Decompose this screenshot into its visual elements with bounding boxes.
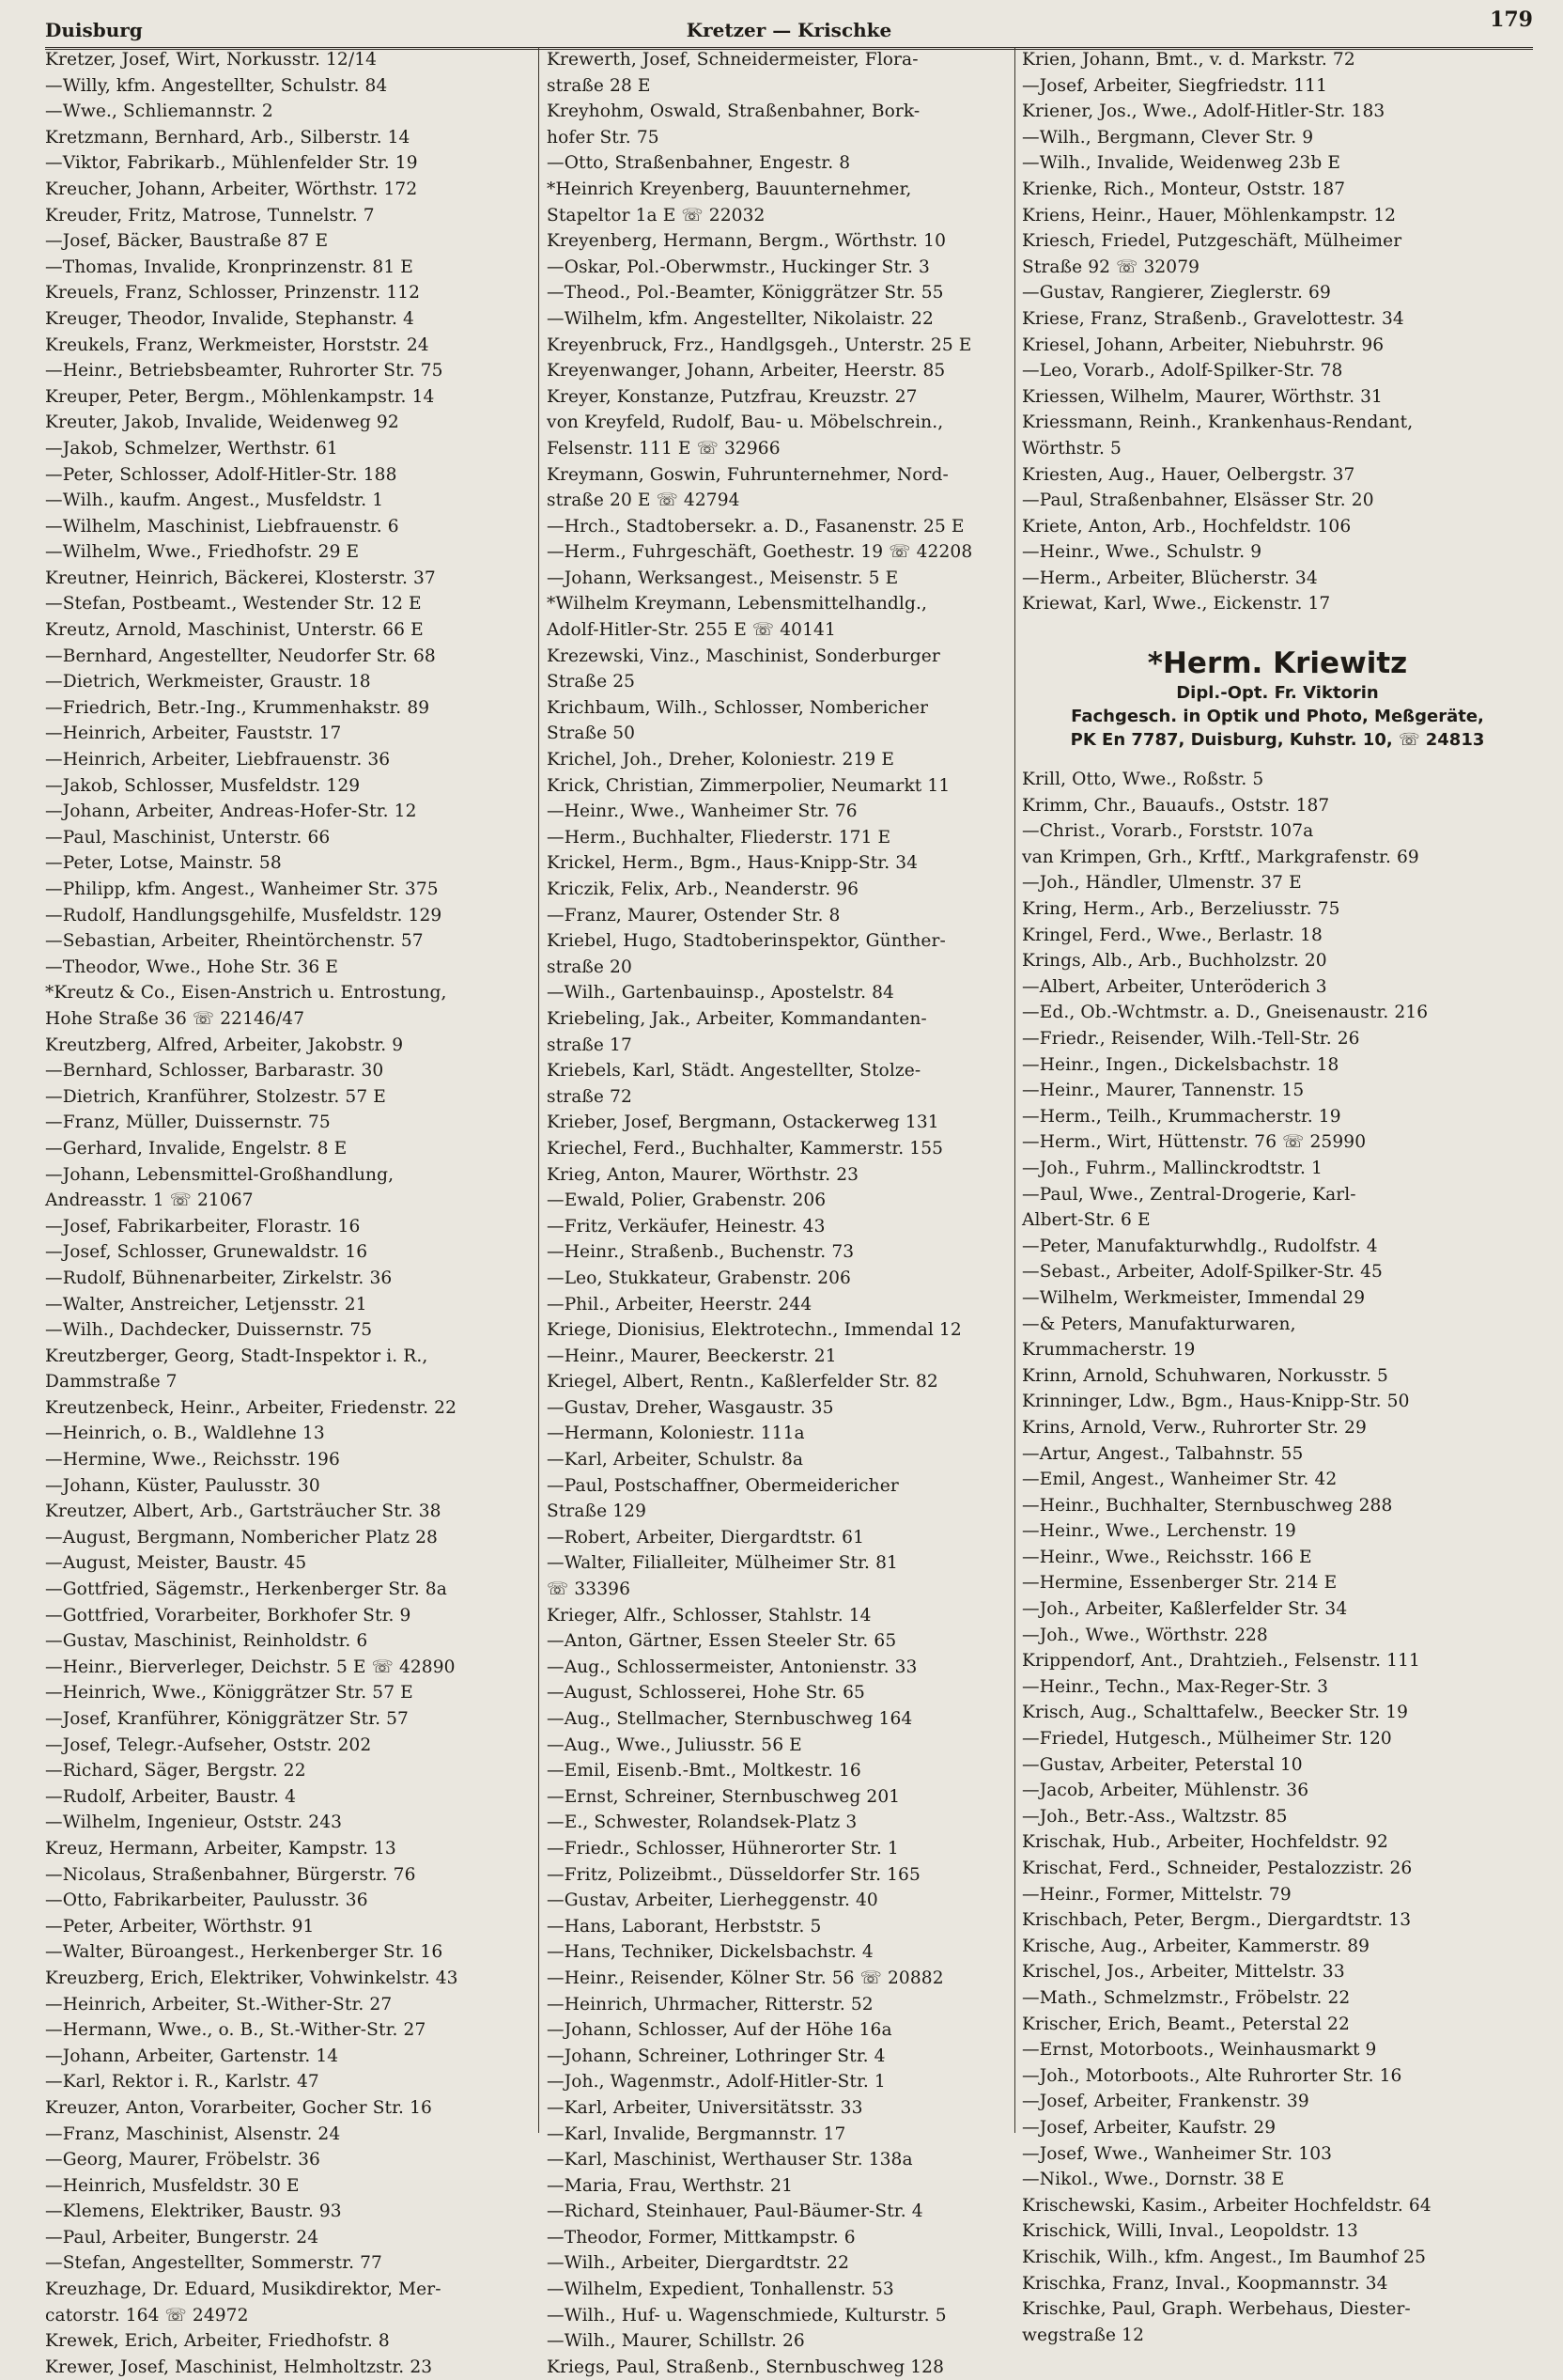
- directory-entry: —Ernst, Motorboots., Weinhausmarkt 9: [1022, 2040, 1377, 2061]
- directory-entry: —Josef, Wwe., Wanheimer Str. 103: [1022, 2143, 1333, 2164]
- directory-entry: —Josef, Arbeiter, Kaufstr. 29: [1022, 2117, 1277, 2138]
- directory-entry: —Philipp, kfm. Angest., Wanheimer Str. 375: [45, 879, 439, 899]
- directory-entry: —Friedel, Hutgesch., Mülheimer Str. 120: [1022, 1729, 1392, 1750]
- directory-entry: —Willy, kfm. Angestellter, Schulstr. 84: [45, 75, 388, 96]
- directory-entry: Kretzmann, Bernhard, Arb., Silberstr. 14: [45, 127, 410, 148]
- directory-entry: —Wilhelm, kfm. Angestellter, Nikolaistr. 22: [547, 308, 934, 329]
- directory-entry: Krischak, Hub., Arbeiter, Hochfeldstr. 92: [1022, 1832, 1388, 1853]
- directory-entry: van Krimpen, Grh., Krftf., Markgrafenstr. 69: [1022, 847, 1419, 867]
- directory-entry: ☏ 33396: [547, 1579, 631, 1600]
- directory-entry: —Phil., Arbeiter, Heerstr. 244: [547, 1294, 812, 1314]
- directory-entry: Kriebel, Hugo, Stadtoberinspektor, Günther-: [547, 931, 946, 952]
- directory-entry: —Heinr., Maurer, Tannenstr. 15: [1022, 1081, 1305, 1101]
- directory-entry: —Heinrich, Arbeiter, St.-Wither-Str. 27: [45, 1994, 393, 2014]
- directory-entry: Krieg, Anton, Maurer, Wörthstr. 23: [547, 1164, 859, 1185]
- directory-entry: —Robert, Arbeiter, Diergardtstr. 61: [547, 1527, 865, 1548]
- directory-entry: Kreymann, Goswin, Fuhrunternehmer, Nord-: [547, 464, 949, 485]
- directory-entry: —Oskar, Pol.-Oberwmstr., Huckinger Str. 3: [547, 257, 930, 277]
- directory-entry: Albert-Str. 6 E: [1022, 1210, 1151, 1231]
- directory-entry: wegstraße 12: [1022, 2325, 1145, 2345]
- directory-entry: —Anton, Gärtner, Essen Steeler Str. 65: [547, 1631, 897, 1652]
- directory-entry: —Emil, Angest., Wanheimer Str. 42: [1022, 1470, 1338, 1490]
- directory-entry: —Joh., Fuhrm., Mallinckrodtstr. 1: [1022, 1158, 1323, 1178]
- directory-entry: Kreyenwanger, Johann, Arbeiter, Heerstr. 85: [547, 361, 946, 381]
- directory-entry: —Fritz, Verkäufer, Heinestr. 43: [547, 1216, 826, 1237]
- directory-entry: Krischbach, Peter, Bergm., Diergardtstr. 13: [1022, 1910, 1412, 1931]
- page-number: 179: [1490, 8, 1533, 32]
- directory-entry: Kreucher, Johann, Arbeiter, Wörthstr. 172: [45, 179, 418, 199]
- directory-entry: straße 17: [547, 1034, 632, 1055]
- directory-entry: Kriewat, Karl, Wwe., Eickenstr. 17: [1022, 594, 1331, 614]
- directory-entry: —Heinr., Wwe., Lerchenstr. 19: [1022, 1521, 1296, 1542]
- directory-entry: —Heinrich, Musfeldstr. 30 E: [45, 2175, 300, 2196]
- directory-entry: —Karl, Rektor i. R., Karlstr. 47: [45, 2072, 319, 2092]
- directory-entry: *Heinrich Kreyenberg, Bauunternehmer,: [547, 179, 912, 199]
- directory-entry: Kreuzer, Anton, Vorarbeiter, Gocher Str. 16: [45, 2097, 432, 2118]
- directory-entry: —Nikol., Wwe., Dornstr. 38 E: [1022, 2170, 1285, 2190]
- directory-entry: —Herm., Fuhrgeschäft, Goethestr. 19 ☏ 42208: [547, 542, 973, 563]
- directory-entry: —Paul, Wwe., Zentral-Drogerie, Karl-: [1022, 1184, 1356, 1205]
- directory-entry: —Wilh., Invalide, Weidenweg 23b E: [1022, 153, 1341, 174]
- directory-entry: —Albert, Arbeiter, Unteröderich 3: [1022, 976, 1327, 997]
- directory-entry: —Joh., Händler, Ulmenstr. 37 E: [1022, 873, 1302, 894]
- directory-entry: —Herm., Arbeiter, Blücherstr. 34: [1022, 568, 1318, 588]
- directory-entry: —Aug., Schlossermeister, Antonienstr. 33: [547, 1657, 918, 1677]
- directory-entry: —Karl, Invalide, Bergmannstr. 17: [547, 2123, 846, 2144]
- directory-entry: —Heinr., Former, Mittelstr. 79: [1022, 1884, 1292, 1905]
- directory-entry: —Johann, Schreiner, Lothringer Str. 4: [547, 2046, 886, 2066]
- directory-entry: Krischik, Wilh., kfm. Angest., Im Baumhof 25: [1022, 2247, 1426, 2267]
- header-city: Duisburg: [45, 19, 143, 41]
- directory-entry: —Herm., Buchhalter, Fliederstr. 171 E: [547, 827, 891, 848]
- directory-entry: Kreuper, Peter, Bergm., Möhlenkampstr. 14: [45, 386, 435, 407]
- directory-entry: —Walter, Büroangest., Herkenberger Str. 16: [45, 1942, 443, 1963]
- directory-entry: Krischke, Paul, Graph. Werbehaus, Diester-: [1022, 2299, 1411, 2320]
- directory-entry: —Gottfried, Vorarbeiter, Borkhofer Str. 9: [45, 1605, 411, 1626]
- directory-entry: Krichel, Joh., Dreher, Koloniestr. 219 E: [547, 750, 894, 770]
- header-range: Kretzer — Krischke: [686, 19, 892, 41]
- directory-entry: Kriener, Jos., Wwe., Adolf-Hitler-Str. 183: [1022, 101, 1385, 122]
- directory-entry: Kreutzer, Albert, Arb., Gartsträucher Str. 38: [45, 1501, 441, 1522]
- directory-entry: Hohe Straße 36 ☏ 22146/47: [45, 1008, 305, 1029]
- directory-entry: —Josef, Telegr.-Aufseher, Oststr. 202: [45, 1734, 372, 1755]
- directory-entry: Kreuter, Jakob, Invalide, Weidenweg 92: [45, 412, 399, 433]
- directory-entry: Krewerth, Josef, Schneidermeister, Flora-: [547, 50, 919, 70]
- directory-entry: —Hermine, Wwe., Reichsstr. 196: [45, 1450, 340, 1470]
- directory-entry: —Gustav, Arbeiter, Lierheggenstr. 40: [547, 1890, 878, 1911]
- directory-entry: Straße 92 ☏ 32079: [1022, 257, 1200, 277]
- directory-entry: Kriens, Heinr., Hauer, Möhlenkampstr. 12: [1022, 205, 1397, 226]
- directory-entry: Krieger, Alfr., Schlosser, Stahlstr. 14: [547, 1605, 872, 1626]
- directory-entry: —Richard, Säger, Bergstr. 22: [45, 1761, 306, 1781]
- directory-entry: —Josef, Fabrikarbeiter, Florastr. 16: [45, 1216, 361, 1237]
- directory-entry: Kriete, Anton, Arb., Hochfeldstr. 106: [1022, 516, 1352, 537]
- directory-entry: —Theodor, Wwe., Hohe Str. 36 E: [45, 957, 339, 977]
- directory-entry: —Johann, Küster, Paulusstr. 30: [45, 1475, 320, 1496]
- directory-entry: —Joh., Motorboots., Alte Ruhrorter Str. 16: [1022, 2065, 1402, 2086]
- directory-entry: Kriese, Franz, Straßenb., Gravelottestr. 34: [1022, 308, 1404, 329]
- directory-entry: Kreutner, Heinrich, Bäckerei, Klosterstr. 37: [45, 568, 436, 588]
- directory-entry: —Bernhard, Angestellter, Neudorfer Str. 68: [45, 646, 436, 666]
- directory-entry: straße 20 E ☏ 42794: [547, 490, 740, 511]
- directory-entry: straße 28 E: [547, 75, 651, 96]
- directory-entry: Krischel, Jos., Arbeiter, Mittelstr. 33: [1022, 1962, 1345, 1983]
- directory-entry: —Friedr., Reisender, Wilh.-Tell-Str. 26: [1022, 1029, 1360, 1049]
- directory-entry: —Josef, Schlosser, Grunewaldstr. 16: [45, 1242, 368, 1263]
- directory-entry: Kringel, Ferd., Wwe., Berlastr. 18: [1022, 925, 1323, 945]
- directory-entry: —Josef, Arbeiter, Siegfriedstr. 111: [1022, 75, 1328, 96]
- ad-name: *Herm. Kriewitz: [1147, 646, 1408, 681]
- directory-entry: —Johann, Lebensmittel-Großhandlung,: [45, 1164, 395, 1185]
- directory-entry: —Wilh., Maurer, Schillstr. 26: [547, 2331, 805, 2352]
- directory-entry: —Heinr., Straßenb., Buchenstr. 73: [547, 1242, 855, 1263]
- directory-entry: Kreutzenbeck, Heinr., Arbeiter, Friedenstr. 22: [45, 1397, 457, 1418]
- directory-entry: Krien, Johann, Bmt., v. d. Markstr. 72: [1022, 50, 1355, 70]
- directory-entry: Krisch, Aug., Schalttafelw., Beecker Str. 19: [1022, 1703, 1409, 1723]
- directory-entry: Adolf-Hitler-Str. 255 E ☏ 40141: [547, 620, 836, 641]
- directory-entry: —Hermine, Essenberger Str. 214 E: [1022, 1573, 1338, 1594]
- directory-entry: Krischer, Erich, Beamt., Peterstal 22: [1022, 2014, 1350, 2034]
- directory-entry: —Josef, Bäcker, Baustraße 87 E: [45, 231, 329, 252]
- directory-entry: —Wilhelm, Maschinist, Liebfrauenstr. 6: [45, 516, 399, 537]
- directory-entry: Kreuzhage, Dr. Eduard, Musikdirektor, Mer-: [45, 2279, 441, 2300]
- directory-entry: —Christ., Vorarb., Forststr. 107a: [1022, 821, 1314, 842]
- directory-entry: —Thomas, Invalide, Kronprinzenstr. 81 E: [45, 257, 413, 277]
- ad-line: PK En 7787, Duisburg, Kuhstr. 10, ☏ 24813: [1070, 730, 1485, 751]
- directory-entry: Krippendorf, Ant., Drahtzieh., Felsenstr. 111: [1022, 1651, 1420, 1672]
- directory-entry: —Sebastian, Arbeiter, Rheintörchenstr. 57: [45, 931, 424, 952]
- directory-entry: —Rudolf, Arbeiter, Baustr. 4: [45, 1786, 296, 1807]
- directory-entry: Kriegs, Paul, Straßenb., Sternbuschweg 128: [547, 2357, 945, 2377]
- directory-entry: —Jakob, Schlosser, Musfeldstr. 129: [45, 775, 361, 796]
- column-1: [45, 47, 534, 2377]
- directory-entry: —Joh., Arbeiter, Kaßlerfelder Str. 34: [1022, 1599, 1348, 1620]
- directory-entry: straße 20: [547, 957, 632, 977]
- directory-entry: —Theodor, Former, Mittkampstr. 6: [547, 2227, 856, 2248]
- directory-entry: —Heinr., Betriebsbeamter, Ruhrorter Str. 75: [45, 361, 443, 381]
- directory-entry: —Wilhelm, Expedient, Tonhallenstr. 53: [547, 2279, 894, 2300]
- directory-entry: —Heinr., Reisender, Kölner Str. 56 ☏ 20882: [547, 1968, 944, 1988]
- directory-entry: Kreukels, Franz, Werkmeister, Horststr. 24: [45, 334, 429, 355]
- directory-entry: —Aug., Stellmacher, Sternbuschweg 164: [547, 1709, 913, 1729]
- directory-entry: —Wilh., Huf- u. Wagenschmiede, Kulturstr. 5: [547, 2305, 947, 2326]
- directory-entry: —August, Bergmann, Nombericher Platz 28: [45, 1527, 438, 1548]
- directory-entry: —Paul, Postschaffner, Obermeidericher: [547, 1475, 899, 1496]
- directory-entry: Kriesel, Johann, Arbeiter, Niebuhrstr. 96: [1022, 334, 1385, 355]
- page-header: [45, 6, 1533, 50]
- directory-entry: —Paul, Maschinist, Unterstr. 66: [45, 827, 331, 848]
- directory-entry: —Emil, Eisenb.-Bmt., Moltkestr. 16: [547, 1761, 861, 1781]
- directory-entry: —Viktor, Fabrikarb., Mühlenfelder Str. 19: [45, 153, 418, 174]
- directory-entry: —Karl, Maschinist, Werthauser Str. 138a: [547, 2150, 913, 2170]
- directory-entry: Straße 25: [547, 672, 636, 692]
- directory-entry: —Heinr., Bierverleger, Deichstr. 5 E ☏ 42890: [45, 1657, 456, 1677]
- directory-entry: Krischka, Franz, Inval., Koopmannstr. 34: [1022, 2273, 1388, 2294]
- directory-entry: —Hrch., Stadtobersekr. a. D., Fasanenstr. 25 E: [547, 516, 965, 537]
- ad-line: Dipl.-Opt. Fr. Viktorin: [1176, 683, 1379, 704]
- directory-entry: —Gustav, Maschinist, Reinholdstr. 6: [45, 1631, 368, 1652]
- directory-entry: Krewer, Josef, Maschinist, Helmholtzstr. 23: [45, 2357, 433, 2377]
- directory-entry: Krischewski, Kasim., Arbeiter Hochfeldstr. 64: [1022, 2195, 1431, 2216]
- directory-entry: straße 72: [547, 1086, 632, 1107]
- directory-entry: —Hans, Laborant, Herbststr. 5: [547, 1916, 822, 1937]
- directory-entry: Kretzer, Josef, Wirt, Norkusstr. 12/14: [45, 50, 378, 70]
- directory-entry: Kriebeling, Jak., Arbeiter, Kommandanten-: [547, 1008, 927, 1029]
- directory-entry: —Heinrich, o. B., Waldlehne 13: [45, 1423, 325, 1444]
- directory-entry: —Gustav, Dreher, Wasgaustr. 35: [547, 1397, 834, 1418]
- column-2: [547, 47, 1030, 2377]
- directory-entry: —Franz, Maschinist, Alsenstr. 24: [45, 2123, 341, 2144]
- directory-entry: —Stefan, Angestellter, Sommerstr. 77: [45, 2253, 382, 2274]
- column-divider: [538, 47, 539, 2133]
- directory-entry: Krick, Christian, Zimmerpolier, Neumarkt 11: [547, 775, 951, 796]
- directory-entry: Kriege, Dionisius, Elektrotechn., Immendal 12: [547, 1320, 962, 1341]
- directory-entry: Kring, Herm., Arb., Berzeliusstr. 75: [1022, 899, 1340, 920]
- directory-entry: —Wilh., Bergmann, Clever Str. 9: [1022, 127, 1314, 148]
- directory-entry: —Gustav, Arbeiter, Peterstal 10: [1022, 1754, 1303, 1775]
- directory-entry: —Wwe., Schliemannstr. 2: [45, 101, 273, 122]
- directory-entry: Kriechel, Ferd., Buchhalter, Kammerstr. 155: [547, 1138, 944, 1159]
- directory-entry: Kreutz, Arnold, Maschinist, Unterstr. 66 E: [45, 620, 424, 641]
- directory-entry: Straße 129: [547, 1501, 647, 1522]
- advertisement-kriewitz: [1022, 646, 1533, 752]
- directory-entry: —Heinrich, Arbeiter, Liebfrauenstr. 36: [45, 750, 391, 770]
- directory-entry: —Joh., Betr.-Ass., Waltzstr. 85: [1022, 1806, 1288, 1827]
- directory-entry: —Ernst, Schreiner, Sternbuschweg 201: [547, 1786, 901, 1807]
- directory-entry: Kriebels, Karl, Städt. Angestellter, Stolze-: [547, 1061, 921, 1081]
- directory-entry: —Walter, Anstreicher, Letjensstr. 21: [45, 1294, 367, 1314]
- column-3: [1022, 47, 1533, 2345]
- directory-entry: Kreyer, Konstanze, Putzfrau, Kreuzstr. 27: [547, 386, 918, 407]
- directory-entry: Kreyenberg, Hermann, Bergm., Wörthstr. 10: [547, 231, 947, 252]
- directory-entry: —Heinrich, Arbeiter, Fauststr. 17: [45, 723, 342, 744]
- directory-entry: —Hermann, Wwe., o. B., St.-Wither-Str. 27: [45, 2020, 426, 2041]
- directory-entry: —Heinrich, Uhrmacher, Ritterstr. 52: [547, 1994, 874, 2014]
- directory-entry: —Otto, Fabrikarbeiter, Paulusstr. 36: [45, 1890, 368, 1911]
- directory-entry: —Georg, Maurer, Fröbelstr. 36: [45, 2150, 320, 2170]
- directory-entry: —Heinr., Wwe., Wanheimer Str. 76: [547, 801, 858, 822]
- directory-entry: —Josef, Arbeiter, Frankenstr. 39: [1022, 2092, 1309, 2112]
- directory-entry: —Rudolf, Bühnenarbeiter, Zirkelstr. 36: [45, 1268, 393, 1288]
- directory-entry: —Jakob, Schmelzer, Werthstr. 61: [45, 438, 338, 459]
- directory-entry: —Otto, Straßenbahner, Engestr. 8: [547, 153, 851, 174]
- directory-entry: Krezewski, Vinz., Maschinist, Sonderburger: [547, 646, 940, 666]
- directory-entry: —Aug., Wwe., Juliusstr. 56 E: [547, 1734, 802, 1755]
- directory-entry: Krichbaum, Wilh., Schlosser, Nombericher: [547, 697, 929, 718]
- directory-entry: Felsenstr. 111 E ☏ 32966: [547, 438, 781, 459]
- directory-entry: Kreuz, Hermann, Arbeiter, Kampstr. 13: [45, 1838, 396, 1859]
- directory-entry: Kriesten, Aug., Hauer, Oelbergstr. 37: [1022, 464, 1355, 485]
- directory-entry: —Rudolf, Handlungsgehilfe, Musfeldstr. 129: [45, 905, 442, 926]
- directory-entry: —August, Meister, Baustr. 45: [45, 1553, 307, 1574]
- directory-entry: —Hans, Techniker, Dickelsbachstr. 4: [547, 1942, 874, 1963]
- directory-entry: —Gottfried, Sägemstr., Herkenberger Str. 8a: [45, 1579, 447, 1600]
- directory-entry: —Heinr., Techn., Max-Reger-Str. 3: [1022, 1676, 1329, 1697]
- directory-entry: —Peter, Arbeiter, Wörthstr. 91: [45, 1916, 315, 1937]
- directory-entry: *Kreutz & Co., Eisen-Anstrich u. Entrostung,: [45, 983, 447, 1003]
- directory-entry: Kreutzberg, Alfred, Arbeiter, Jakobstr. 9: [45, 1034, 404, 1055]
- directory-entry: Krummacherstr. 19: [1022, 1340, 1196, 1361]
- directory-entry: Krewek, Erich, Arbeiter, Friedhofstr. 8: [45, 2331, 390, 2352]
- directory-entry: —Josef, Kranführer, Königgrätzer Str. 57: [45, 1709, 409, 1729]
- directory-entry: von Kreyfeld, Rudolf, Bau- u. Möbelschrein.,: [547, 412, 944, 433]
- directory-entry: —Friedrich, Betr.-Ing., Krummenhakstr. 89: [45, 697, 430, 718]
- directory-entry: *Wilhelm Kreymann, Lebensmittelhandlg.,: [547, 594, 927, 614]
- directory-entry: —Peter, Schlosser, Adolf-Hitler-Str. 188: [45, 464, 397, 485]
- directory-entry: —Math., Schmelzmstr., Fröbelstr. 22: [1022, 1987, 1351, 2008]
- directory-entry: —Wilh., Dachdecker, Duissernstr. 75: [45, 1320, 373, 1341]
- directory-entry: —Wilhelm, Wwe., Friedhofstr. 29 E: [45, 542, 360, 563]
- directory-entry: —Wilh., Gartenbauinsp., Apostelstr. 84: [547, 983, 894, 1003]
- directory-entry: —Wilh., Arbeiter, Diergardtstr. 22: [547, 2253, 850, 2274]
- directory-entry: —Heinrich, Wwe., Königgrätzer Str. 57 E: [45, 1683, 413, 1703]
- directory-entry: Krinninger, Ldw., Bgm., Haus-Knipp-Str. 50: [1022, 1392, 1410, 1412]
- directory-entry: Dammstraße 7: [45, 1372, 178, 1392]
- directory-entry: Krings, Alb., Arb., Buchholzstr. 20: [1022, 951, 1327, 972]
- directory-entry: Kriessmann, Reinh., Krankenhaus-Rendant,: [1022, 412, 1414, 433]
- directory-entry: —Wilhelm, Ingenieur, Oststr. 243: [45, 1812, 343, 1833]
- directory-entry: —Bernhard, Schlosser, Barbarastr. 30: [45, 1061, 384, 1081]
- directory-entry: —Richard, Steinhauer, Paul-Bäumer-Str. 4: [547, 2201, 923, 2222]
- directory-entry: —Herm., Teilh., Krummacherstr. 19: [1022, 1106, 1341, 1127]
- directory-entry: —Heinr., Buchhalter, Sternbuschweg 288: [1022, 1495, 1393, 1516]
- directory-entry: —Johann, Arbeiter, Andreas-Hofer-Str. 12: [45, 801, 417, 822]
- directory-entry: Kriesch, Friedel, Putzgeschäft, Mülheimer: [1022, 231, 1402, 252]
- directory-entry: Krieber, Josef, Bergmann, Ostackerweg 131: [547, 1112, 939, 1133]
- directory-entry: —Ewald, Polier, Grabenstr. 206: [547, 1190, 827, 1211]
- directory-entry: —Heinr., Wwe., Reichsstr. 166 E: [1022, 1547, 1312, 1567]
- directory-entry: —Heinr., Ingen., Dickelsbachstr. 18: [1022, 1054, 1339, 1075]
- directory-entry: —Wilh., kaufm. Angest., Musfeldstr. 1: [45, 490, 384, 511]
- directory-entry: —Franz, Müller, Duissernstr. 75: [45, 1112, 331, 1133]
- directory-entry: —Joh., Wwe., Wörthstr. 228: [1022, 1625, 1268, 1645]
- directory-entry: Stapeltor 1a E ☏ 22032: [547, 205, 766, 226]
- directory-entry: Kreuzberg, Erich, Elektriker, Vohwinkelstr. 43: [45, 1968, 458, 1988]
- directory-entry: Kreuels, Franz, Schlosser, Prinzenstr. 112: [45, 283, 421, 303]
- directory-entry: —Herm., Wirt, Hüttenstr. 76 ☏ 25990: [1022, 1132, 1367, 1153]
- directory-entry: —Maria, Frau, Werthstr. 21: [547, 2175, 794, 2196]
- directory-entry: —Ed., Ob.-Wchtmstr. a. D., Gneisenaustr. 216: [1022, 1003, 1429, 1023]
- directory-entry: Krickel, Herm., Bgm., Haus-Knipp-Str. 34: [547, 853, 919, 874]
- directory-entry: —Gerhard, Invalide, Engelstr. 8 E: [45, 1138, 348, 1159]
- directory-entry: Krinn, Arnold, Schuhwaren, Norkusstr. 5: [1022, 1365, 1388, 1386]
- directory-entry: Krimm, Chr., Bauaufs., Oststr. 187: [1022, 795, 1330, 816]
- directory-entry: Krienke, Rich., Monteur, Oststr. 187: [1022, 179, 1346, 199]
- directory-entry: —Nicolaus, Straßenbahner, Bürgerstr. 76: [45, 1864, 416, 1885]
- directory-entry: —Dietrich, Werkmeister, Graustr. 18: [45, 672, 371, 692]
- directory-entry: —Theod., Pol.-Beamter, Königgrätzer Str. 55: [547, 283, 944, 303]
- directory-entry: Kriegel, Albert, Rentn., Kaßlerfelder Str. 82: [547, 1372, 938, 1392]
- directory-entry: Kreutzberger, Georg, Stadt-Inspektor i. R.,: [45, 1346, 428, 1366]
- directory-entry: —Gustav, Rangierer, Zieglerstr. 69: [1022, 283, 1331, 303]
- directory-entry: —Johann, Arbeiter, Gartenstr. 14: [45, 2046, 339, 2066]
- directory-entry: —Karl, Arbeiter, Schulstr. 8a: [547, 1450, 804, 1470]
- directory-entry: Krill, Otto, Wwe., Roßstr. 5: [1022, 770, 1264, 790]
- directory-entry: —& Peters, Manufakturwaren,: [1022, 1314, 1296, 1334]
- directory-entry: —Heinr., Maurer, Beeckerstr. 21: [547, 1346, 837, 1366]
- directory-entry: —Joh., Wagenmstr., Adolf-Hitler-Str. 1: [547, 2072, 886, 2092]
- directory-entry: Kreuger, Theodor, Invalide, Stephanstr. 4: [45, 308, 414, 329]
- directory-entry: —Wilhelm, Werkmeister, Immendal 29: [1022, 1287, 1366, 1308]
- directory-entry: Krischat, Ferd., Schneider, Pestalozzistr. 26: [1022, 1859, 1413, 1878]
- directory-entry: Kreuder, Fritz, Matrose, Tunnelstr. 7: [45, 205, 375, 226]
- directory-entry: —Peter, Lotse, Mainstr. 58: [45, 853, 282, 874]
- directory-entry: —Johann, Schlosser, Auf der Höhe 16a: [547, 2020, 892, 2041]
- directory-entry: Krische, Aug., Arbeiter, Kammerstr. 89: [1022, 1936, 1370, 1956]
- directory-entry: Kreyhohm, Oswald, Straßenbahner, Bork-: [547, 101, 921, 122]
- directory-entry: Wörthstr. 5: [1022, 438, 1122, 459]
- directory-entry: Andreasstr. 1 ☏ 21067: [45, 1190, 254, 1211]
- directory-entry: Kreyenbruck, Frz., Handlgsgeh., Unterstr. 25 E: [547, 334, 972, 355]
- directory-entry: Krischick, Willi, Inval., Leopoldstr. 13: [1022, 2221, 1358, 2242]
- directory-entry: —Heinr., Wwe., Schulstr. 9: [1022, 542, 1262, 563]
- directory-entry: Kriessen, Wilhelm, Maurer, Wörthstr. 31: [1022, 386, 1383, 407]
- directory-entry: —Paul, Arbeiter, Bungerstr. 24: [45, 2227, 319, 2248]
- directory-entry: catorstr. 164 ☏ 24972: [45, 2305, 249, 2326]
- directory-entry: —Klemens, Elektriker, Baustr. 93: [45, 2201, 342, 2222]
- directory-entry: —Franz, Maurer, Ostender Str. 8: [547, 905, 841, 926]
- directory-entry: —Paul, Straßenbahner, Elsässer Str. 20: [1022, 490, 1374, 511]
- directory-entry: —Sebast., Arbeiter, Adolf-Spilker-Str. 45: [1022, 1262, 1383, 1283]
- directory-entry: Straße 50: [547, 723, 636, 744]
- directory-entry: —Friedr., Schlosser, Hühnerorter Str. 1: [547, 1838, 899, 1859]
- directory-entry: —Hermann, Koloniestr. 111a: [547, 1423, 805, 1444]
- directory-entry: —Johann, Werksangest., Meisenstr. 5 E: [547, 568, 899, 588]
- directory-entry: Kriczik, Felix, Arb., Neanderstr. 96: [547, 879, 859, 899]
- directory-entry: —Fritz, Polizeibmt., Düsseldorfer Str. 165: [547, 1864, 921, 1885]
- directory-entry: —Stefan, Postbeamt., Westender Str. 12 E: [45, 594, 422, 614]
- directory-entry: Krins, Arnold, Verw., Ruhrorter Str. 29: [1022, 1417, 1367, 1438]
- directory-entry: —August, Schlosserei, Hohe Str. 65: [547, 1683, 865, 1703]
- ad-line: Fachgesch. in Optik und Photo, Meßgeräte,: [1071, 707, 1484, 727]
- directory-entry: —Karl, Arbeiter, Universitätsstr. 33: [547, 2097, 863, 2118]
- directory-entry: —Dietrich, Kranführer, Stolzestr. 57 E: [45, 1086, 386, 1107]
- directory-entry: —E., Schwester, Rolandsek-Platz 3: [547, 1812, 858, 1833]
- directory-entry: —Peter, Manufakturwhdlg., Rudolfstr. 4: [1022, 1236, 1378, 1256]
- directory-entry: —Leo, Vorarb., Adolf-Spilker-Str. 78: [1022, 361, 1343, 381]
- directory-entry: —Artur, Angest., Talbahnstr. 55: [1022, 1443, 1304, 1464]
- directory-entry: —Leo, Stukkateur, Grabenstr. 206: [547, 1268, 851, 1288]
- directory-entry: hofer Str. 75: [547, 127, 659, 148]
- directory-entry: —Jacob, Arbeiter, Mühlenstr. 36: [1022, 1781, 1309, 1801]
- directory-entry: —Walter, Filialleiter, Mülheimer Str. 81: [547, 1553, 898, 1574]
